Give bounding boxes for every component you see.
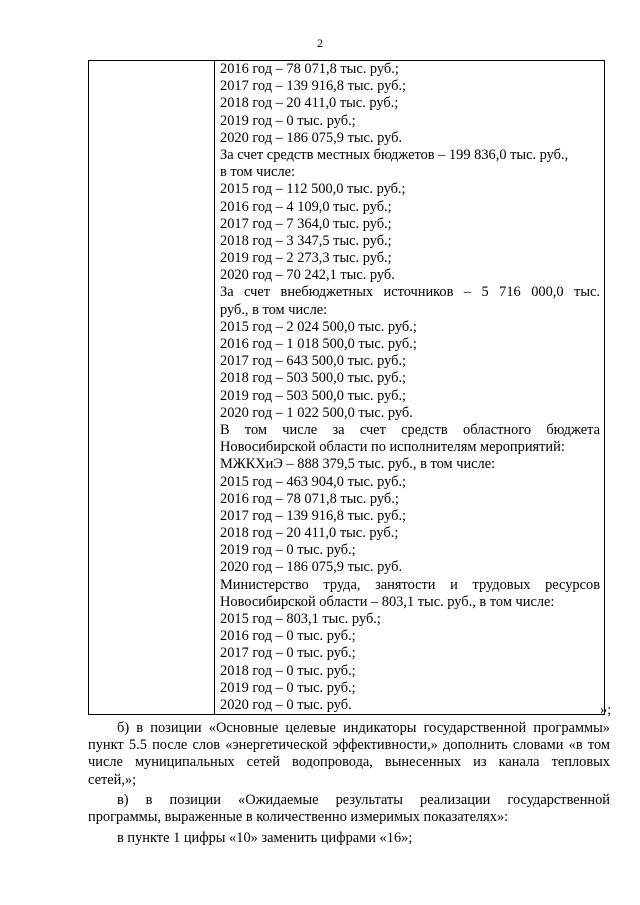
funding-line: В том числе за счет средств областного бюджета xyxy=(220,421,600,438)
funding-line: 2015 год – 803,1 тыс. руб.; xyxy=(220,611,381,627)
funding-line: 2017 год – 0 тыс. руб.; xyxy=(220,645,356,662)
funding-line: 2018 год – 3 347,5 тыс. руб.; xyxy=(220,232,392,249)
funding-line: Министерство труда, занятости и трудовых ресурсов xyxy=(220,576,600,593)
funding-line: 2016 год – 1 018 500,0 тыс. руб.; xyxy=(220,336,417,352)
table-closing-quote: »; xyxy=(600,702,612,718)
funding-line: 2017 год – 643 500,0 тыс. руб.; xyxy=(220,353,407,370)
page-number: 2 xyxy=(317,36,323,50)
funding-line: руб., в том числе: xyxy=(220,301,328,318)
funding-line: 2018 год – 0 тыс. руб.; xyxy=(220,662,356,679)
funding-line: 2018 год – 20 411,0 тыс. руб.; xyxy=(220,95,399,112)
paragraph-point-1 xyxy=(88,830,610,847)
funding-line: 2017 год – 7 364,0 тыс. руб.; xyxy=(220,215,392,232)
funding-line: Новосибирской области по исполнителям мероприятий: xyxy=(220,439,565,456)
funding-line: 2020 год – 186 075,9 тыс. руб. xyxy=(220,129,403,146)
funding-line: 2016 год – 78 071,8 тыс. руб.; xyxy=(220,61,399,77)
funding-line: 2016 год – 0 тыс. руб.; xyxy=(220,628,356,645)
funding-line: За счет внебюджетных источников – 5 716 000,0 тыс. xyxy=(220,284,600,301)
paragraph-b xyxy=(88,720,610,789)
paragraph-line: числе муниципальных сетей водопровода, вынесенных из канала тепловых xyxy=(88,754,610,771)
funding-line: 2016 год – 4 109,0 тыс. руб.; xyxy=(220,198,392,215)
funding-line: 2019 год – 0 тыс. руб.; xyxy=(220,679,356,696)
funding-line: За счет средств местных бюджетов – 199 836,0 тыс. руб., xyxy=(220,146,569,163)
funding-line: Новосибирской области – 803,1 тыс. руб., в том числе: xyxy=(220,593,555,610)
funding-lines xyxy=(220,61,600,714)
funding-line: 2015 год – 2 024 500,0 тыс. руб.; xyxy=(220,318,417,335)
funding-line: в том числе: xyxy=(220,164,296,181)
funding-line: 2019 год – 0 тыс. руб.; xyxy=(220,112,356,129)
funding-line: 2020 год – 186 075,9 тыс. руб. xyxy=(220,559,403,576)
funding-line: 2019 год – 0 тыс. руб.; xyxy=(220,542,356,559)
funding-line: 2015 год – 112 500,0 тыс. руб.; xyxy=(220,181,406,198)
paragraph-line: в) в позиции «Ожидаемые результаты реализации государственной xyxy=(117,792,610,808)
paragraph-line: б) в позиции «Основные целевые индикаторы государственной программы» xyxy=(117,720,610,736)
table-right-cell xyxy=(215,61,605,715)
funding-line: 2018 год – 20 411,0 тыс. руб.; xyxy=(220,525,399,542)
funding-line: 2020 год – 70 242,1 тыс. руб. xyxy=(220,267,395,284)
funding-line: 2016 год – 78 071,8 тыс. руб.; xyxy=(220,490,399,507)
funding-line: 2017 год – 139 916,8 тыс. руб.; xyxy=(220,78,407,95)
funding-line: 2019 год – 2 273,3 тыс. руб.; xyxy=(220,250,392,267)
paragraph-line: в пункте 1 цифры «10» заменить цифрами «16»; xyxy=(117,830,413,846)
paragraph-line: программы, выраженные в количественно измеримых показателях»: xyxy=(88,809,509,826)
funding-line: 2020 год – 1 022 500,0 тыс. руб. xyxy=(220,404,413,421)
funding-line: 2020 год – 0 тыс. руб. xyxy=(220,696,352,713)
funding-table xyxy=(88,60,605,715)
paragraph-v xyxy=(88,792,610,826)
funding-line: 2018 год – 503 500,0 тыс. руб.; xyxy=(220,370,407,387)
paragraph-line: пункт 5.5 после слов «энергетической эффективности,» дополнить словами «в том xyxy=(88,737,610,754)
funding-line: 2019 год – 503 500,0 тыс. руб.; xyxy=(220,387,407,404)
funding-line: 2017 год – 139 916,8 тыс. руб.; xyxy=(220,507,407,524)
table-left-cell xyxy=(89,61,215,715)
paragraph-line: сетей,»; xyxy=(88,771,137,788)
funding-line: МЖКХиЭ – 888 379,5 тыс. руб., в том числе: xyxy=(220,456,496,473)
funding-line: 2015 год – 463 904,0 тыс. руб.; xyxy=(220,473,407,490)
table-row xyxy=(89,61,605,715)
